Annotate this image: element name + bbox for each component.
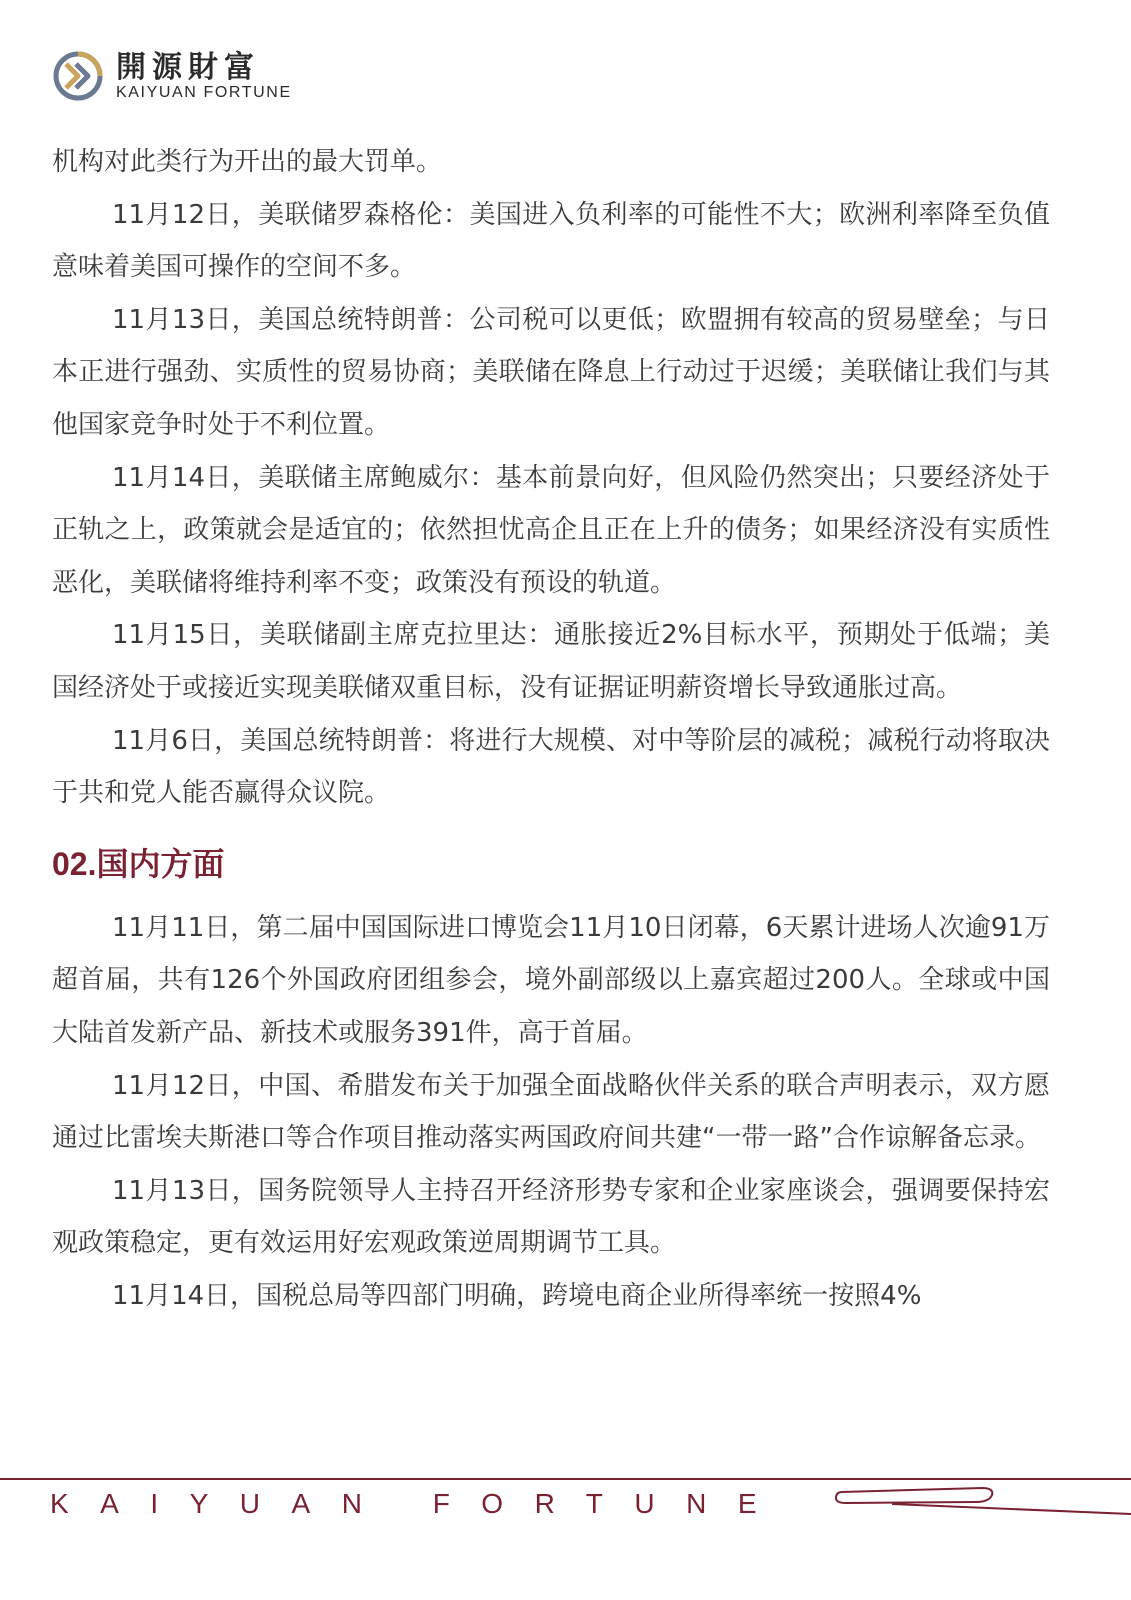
- brand-name-en: KAIYUAN FORTUNE: [116, 84, 292, 101]
- brand-logo: [52, 50, 292, 108]
- paragraph: 机构对此类行为开出的最大罚单。: [52, 147, 443, 177]
- paragraph: 11月12日，中国、希腊发布关于加强全面战略伙伴关系的联合声明表示，双方愿通过比雷埃夫斯港口等合作项目推动落实两国政府间共建“一带一路”合作谅解备忘录。: [52, 1070, 1050, 1154]
- brand-name-cn: 開源財富: [116, 50, 260, 85]
- section-title: 02.国内方面: [52, 845, 225, 882]
- document-body: [52, 136, 1050, 1322]
- paragraph: 11月6日，美国总统特朗普：将进行大规模、对中等阶层的减税；减税行动将取决于共和党人能否赢得众议院。: [52, 725, 1050, 809]
- paragraph: 11月13日，美国总统特朗普：公司税可以更低；欧盟拥有较高的贸易壁垒；与日本正进行强劲、实质性的贸易协商；美联储在降息上行动过于迟缓；美联储让我们与其他国家竞争时处于不利位置。: [52, 304, 1050, 440]
- paragraph: 11月12日，美联储罗森格伦：美国进入负利率的可能性不大；欧洲利率降至负值意味着美国可操作的空间不多。: [52, 199, 1050, 283]
- footer-swoosh-icon: [832, 1478, 1131, 1520]
- paragraph: 11月14日，国税总局等四部门明确，跨境电商企业所得率统一按照4%: [112, 1280, 922, 1311]
- paragraph: 11月11日，第二届中国国际进口博览会11月10日闭幕，6天累计进场人次逾91万超首届，共有126个外国政府团组参会，境外副部级以上嘉宾超过200人。全球或中国大陆首发新产品、新技术或服务391件，高于首届。: [52, 912, 1050, 1048]
- paragraph: 11月13日，国务院领导人主持召开经济形势专家和企业家座谈会，强调要保持宏观政策稳定，更有效运用好宏观政策逆周期调节工具。: [52, 1175, 1050, 1259]
- paragraph: 11月15日，美联储副主席克拉里达：通胀接近2%目标水平，预期处于低端；美国经济处于或接近实现美联储双重目标，没有证据证明薪资增长导致通胀过高。: [52, 620, 1050, 703]
- footer-brand-text: KAIYUAN FORTUNE: [50, 1488, 789, 1519]
- paragraph: 11月14日，美联储主席鲍威尔：基本前景向好，但风险仍然突出；只要经济处于正轨之上，政策就会是适宜的；依然担忧高企且正在上升的债务；如果经济没有实质性恶化，美联储将维持利率不变；政策没有预设的轨道。: [52, 462, 1050, 598]
- kaiyuan-logo-icon: [52, 50, 104, 102]
